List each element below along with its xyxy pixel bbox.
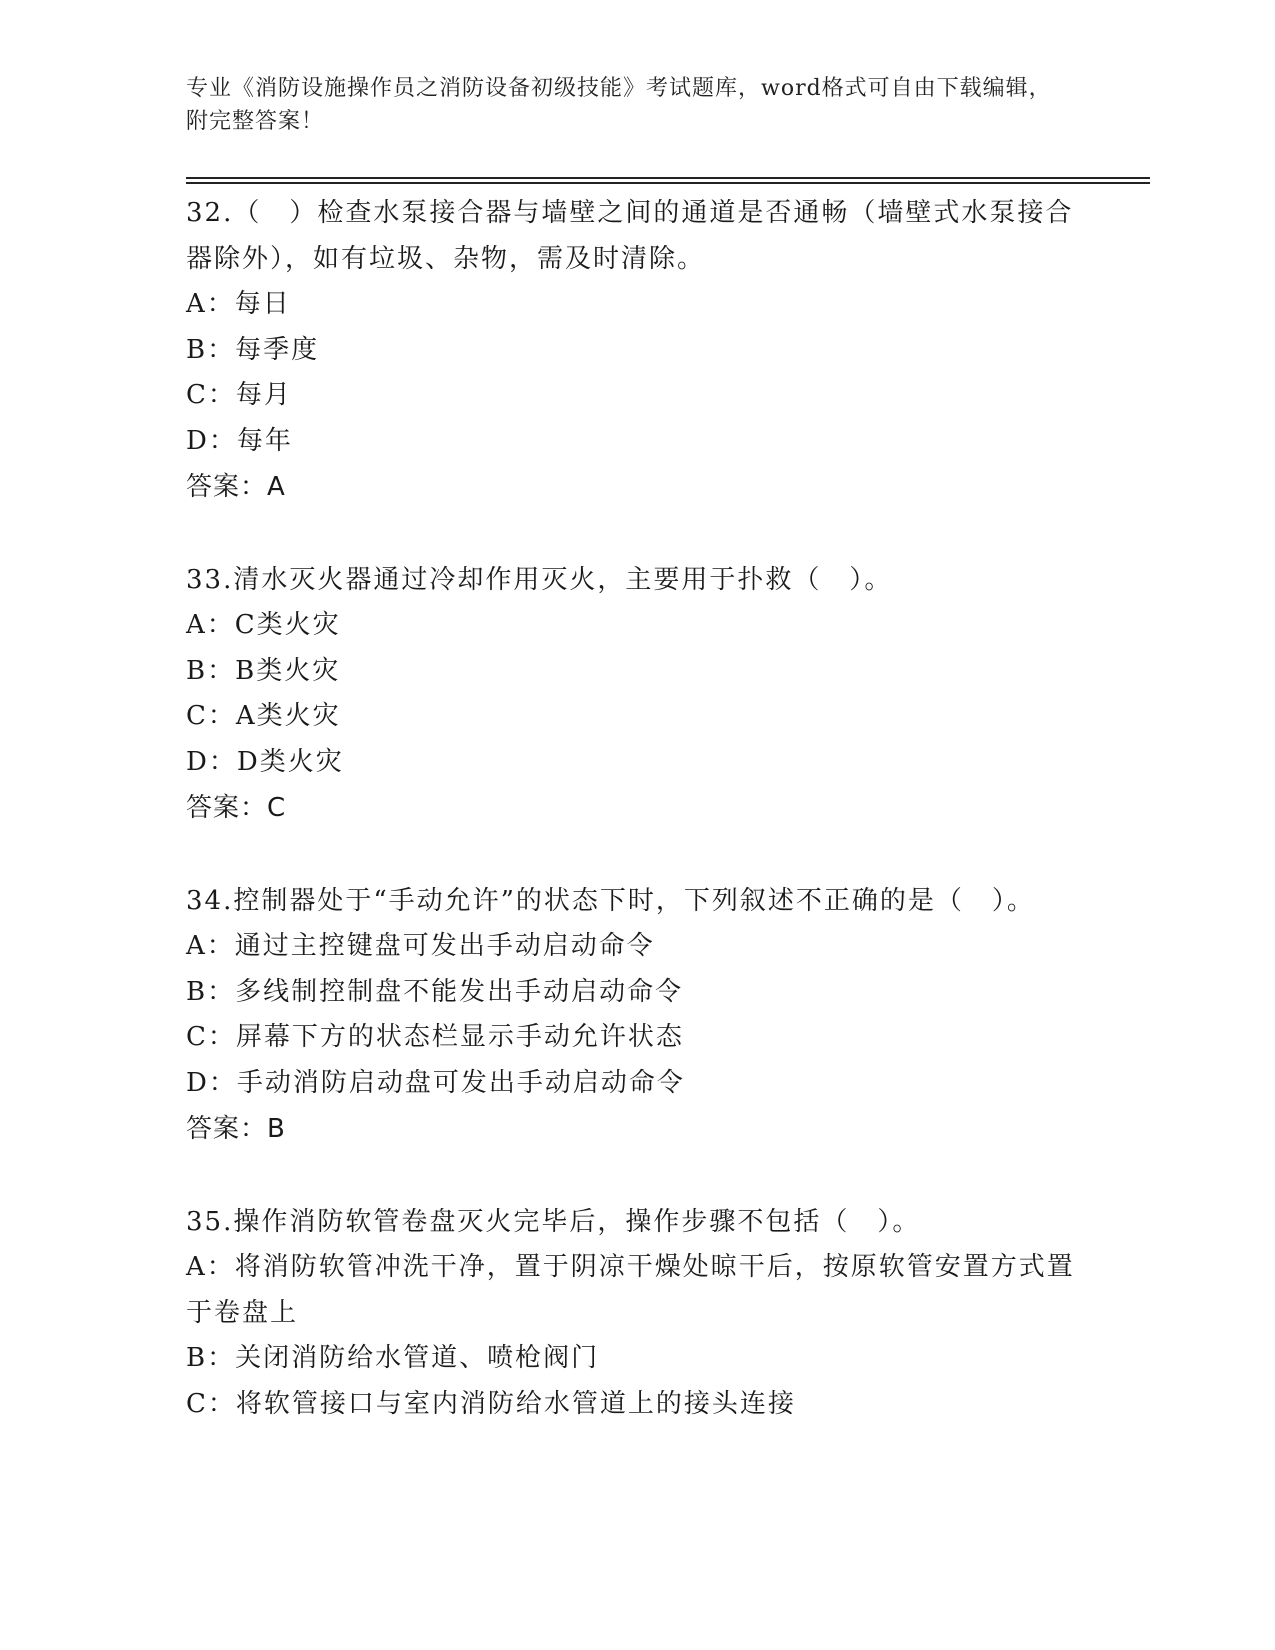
question-stem: 32.（ ）检查水泵接合器与墙壁之间的通道是否通畅（墙壁式水泵接合器除外），如有垃圾、杂物，需及时清除。 <box>186 198 1074 274</box>
option-d: D：每年 <box>186 425 293 456</box>
header-divider-bottom <box>186 182 1150 184</box>
option-d: D：D类火灾 <box>186 746 344 777</box>
question-32 <box>186 190 1086 510</box>
option-a: A：每日 <box>186 289 291 319</box>
question-34 <box>186 878 1086 1152</box>
question-stem: 34.控制器处于“手动允许”的状态下时，下列叙述不正确的是（ ）。 <box>186 886 1035 916</box>
option-d: D：手动消防启动盘可发出手动启动命令 <box>186 1067 685 1098</box>
question-stem: 33.清水灭火器通过冷却作用灭火，主要用于扑救（ ）。 <box>186 565 893 595</box>
option-a: A：通过主控键盘可发出手动启动命令 <box>186 931 655 961</box>
option-b: B：多线制控制盘不能发出手动启动命令 <box>186 976 684 1007</box>
option-c: C：A类火灾 <box>186 701 341 731</box>
option-b: B：每季度 <box>186 334 320 365</box>
answer-line: 答案：B <box>186 1114 286 1144</box>
question-33 <box>186 557 1086 831</box>
question-35 <box>186 1199 1086 1427</box>
answer-line: 答案：A <box>186 472 286 502</box>
option-b: B：关闭消防给水管道、喷枪阀门 <box>186 1343 600 1373</box>
option-c: C：将软管接口与室内消防给水管道上的接头连接 <box>186 1388 796 1419</box>
option-b: B：B类火灾 <box>186 655 341 686</box>
question-stem: 35.操作消防软管卷盘灭火完毕后，操作步骤不包括（ ）。 <box>186 1207 921 1237</box>
option-c: C：屏幕下方的状态栏显示手动允许状态 <box>186 1022 684 1052</box>
option-c: C：每月 <box>186 380 292 410</box>
option-a: A：C类火灾 <box>186 610 341 640</box>
option-a: A：将消防软管冲洗干净，置于阴凉干燥处晾干后，按原软管安置方式置于卷盘上 <box>186 1252 1075 1328</box>
answer-line: 答案：C <box>186 793 287 823</box>
question-list <box>186 190 1086 1474</box>
header-divider-top <box>186 177 1150 179</box>
document-header: 专业《消防设施操作员之消防设备初级技能》考试题库，word格式可自由下载编辑，附完整答案！ <box>186 76 1052 134</box>
